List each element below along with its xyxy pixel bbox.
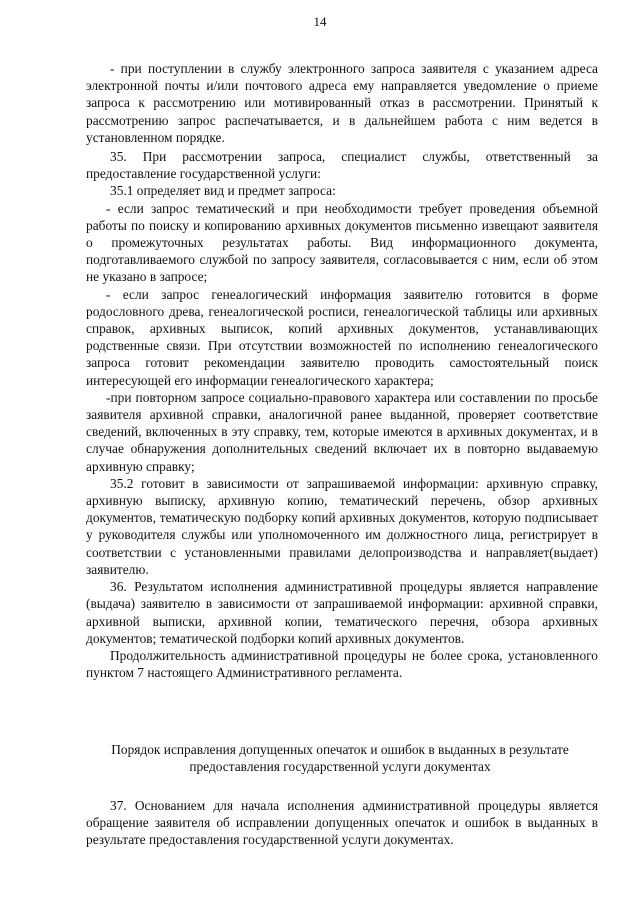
paragraph-genealogical-request: - если запрос генеалогический информация заявителю готовится в форме родословного древа, генеалогической росписи, генеалогической таблицы или архивных справок, архивных выписок, копий архивных документов, устанавливающих родственные связи. При отсутствии возможностей по исполнению генеалогического запроса готовит рекомендации заявителю проводить самостоятельный поиск интересующей его информации генеалогического характера; [86,286,598,388]
section-heading: Порядок исправления допущенных опечаток и ошибок в выданных в результате предоставления государственной услуги документах [111,742,569,775]
document-body [86,60,598,681]
paragraph-duration: Продолжительность административной процедуры не более срока, установленного пунктом 7 настоящего Административного регламента. [86,647,598,681]
paragraph-item-35-2: 35.2 готовит в зависимости от запрашиваемой информации: архивную справку, архивную выписку, архивную копию, тематический перечень, обзор архивных документов, тематическую подборку копий архивных документов, которую подписывает у руководителя службы или уполномоченного им должностного лица, регистрирует в соответствии с установленными правилами делопроизводства и направляет(выдает) заявителю. [86,475,598,577]
paragraph-electronic-request: - при поступлении в службу электронного запроса заявителя с указанием адреса электронной почты и/или почтового адреса ему направляется уведомление о приеме запроса к рассмотрению или мотивированный отказ в рассмотрении. Принятый к рассмотрению запрос распечатывается, и в дальнейшем работа с ним ведется в установленном порядке. [86,61,598,145]
paragraph-item-36: 36. Результатом исполнения административной процедуры является направление (выдача) заявителю в зависимости от запрашиваемой информации: архивной справки, архивной выписки, архивной копии, тематического перечня, обзора архивных документов; тематической подборки копий архивных документов. [86,579,598,646]
page-number: 14 [313,14,327,29]
paragraph-item-35: 35. При рассмотрении запроса, специалист службы, ответственный за предоставление государственной услуги: [86,149,598,182]
paragraph-thematic-request: - если запрос тематический и при необходимости требует проведения объемной работы по поиску и копированию архивных документов письменно извещают заявителя о промежуточных результатах работы. Вид информационного документа, подготавливаемого службой по запросу заявителя, согласовывается с ним, если об этом не указано в запросе; [86,200,598,285]
paragraph-item-35-1: 35.1 определяет вид и предмет запроса: [110,183,336,199]
paragraph-item-37: 37. Основанием для начала исполнения административной процедуры является обращение заявителя об исправлении допущенных опечаток и ошибок в выданных в результате предоставления государственной услуги документах. [86,798,598,848]
paragraph-repeated-request: -при повторном запросе социально-правового характера или составлении по просьбе заявителя архивной справки, аналогичной ранее выданной, проверяет соответствие сведений, включенных в эту справку, тем, которые имеются в архивных документах, и в случае обнаружения дополнительных сведений включает их в повторно выдаваемую архивную справку; [86,389,598,474]
